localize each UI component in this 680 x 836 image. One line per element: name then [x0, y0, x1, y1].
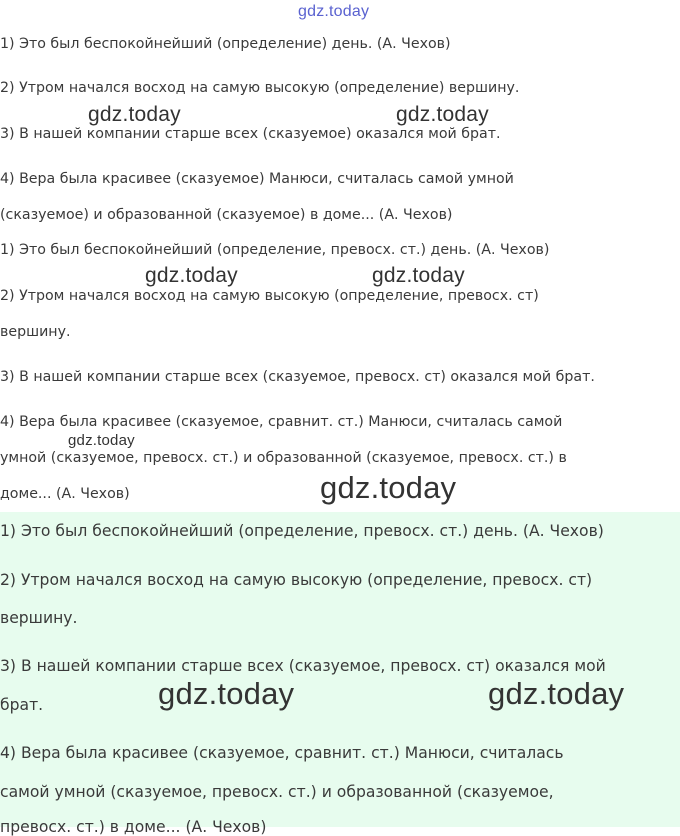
watermark: gdz.today: [320, 470, 457, 505]
watermark: gdz.today: [158, 676, 295, 711]
text-line: вершину.: [0, 324, 71, 340]
text-line: 3) В нашей компании старше всех (сказуемое) оказался мой брат.: [0, 126, 501, 142]
text-line: умной (сказуемое, превосх. ст.) и образованной (сказуемое, превосх. ст.) в: [0, 450, 567, 466]
text-line: 1) Это был беспокойнейший (определение, превосх. ст.) день. (А. Чехов): [0, 242, 550, 258]
text-line: самой умной (сказуемое, превосх. ст.) и образованной (сказуемое,: [0, 783, 554, 801]
text-line: брат.: [0, 696, 44, 714]
watermark: gdz.today: [372, 264, 465, 287]
text-line: 2) Утром начался восход на самую высокую (определение, превосх. ст): [0, 571, 593, 589]
watermark: gdz.today: [88, 103, 181, 126]
text-line: 2) Утром начался восход на самую высокую (определение, превосх. ст): [0, 288, 539, 304]
text-line: 1) Это был беспокойнейший (определение, превосх. ст.) день. (А. Чехов): [0, 522, 604, 540]
text-line: вершину.: [0, 609, 78, 627]
watermark: gdz.today: [145, 264, 238, 287]
text-line: 3) В нашей компании старше всех (сказуемое, превосх. ст) оказался мой: [0, 657, 606, 675]
watermark-top: gdz.today: [298, 3, 370, 20]
watermark: gdz.today: [396, 103, 489, 126]
text-line: 1) Это был беспокойнейший (определение) день. (А. Чехов): [0, 36, 451, 52]
text-line: 3) В нашей компании старше всех (сказуемое, превосх. ст) оказался мой брат.: [0, 369, 595, 385]
text-line: 4) Вера была красивее (сказуемое) Манюси, считалась самой умной: [0, 171, 514, 187]
watermark: gdz.today: [488, 676, 625, 711]
watermark: gdz.today: [68, 432, 135, 449]
text-line: доме... (А. Чехов): [0, 486, 130, 502]
text-line: 2) Утром начался восход на самую высокую (определение) вершину.: [0, 80, 520, 96]
text-line: превосх. ст.) в доме... (А. Чехов): [0, 818, 267, 836]
text-line: 4) Вера была красивее (сказуемое, сравнит. ст.) Манюси, считалась: [0, 744, 564, 762]
text-line: (сказуемое) и образованной (сказуемое) в доме... (А. Чехов): [0, 207, 453, 223]
text-line: 4) Вера была красивее (сказуемое, сравнит. ст.) Манюси, считалась самой: [0, 414, 563, 430]
